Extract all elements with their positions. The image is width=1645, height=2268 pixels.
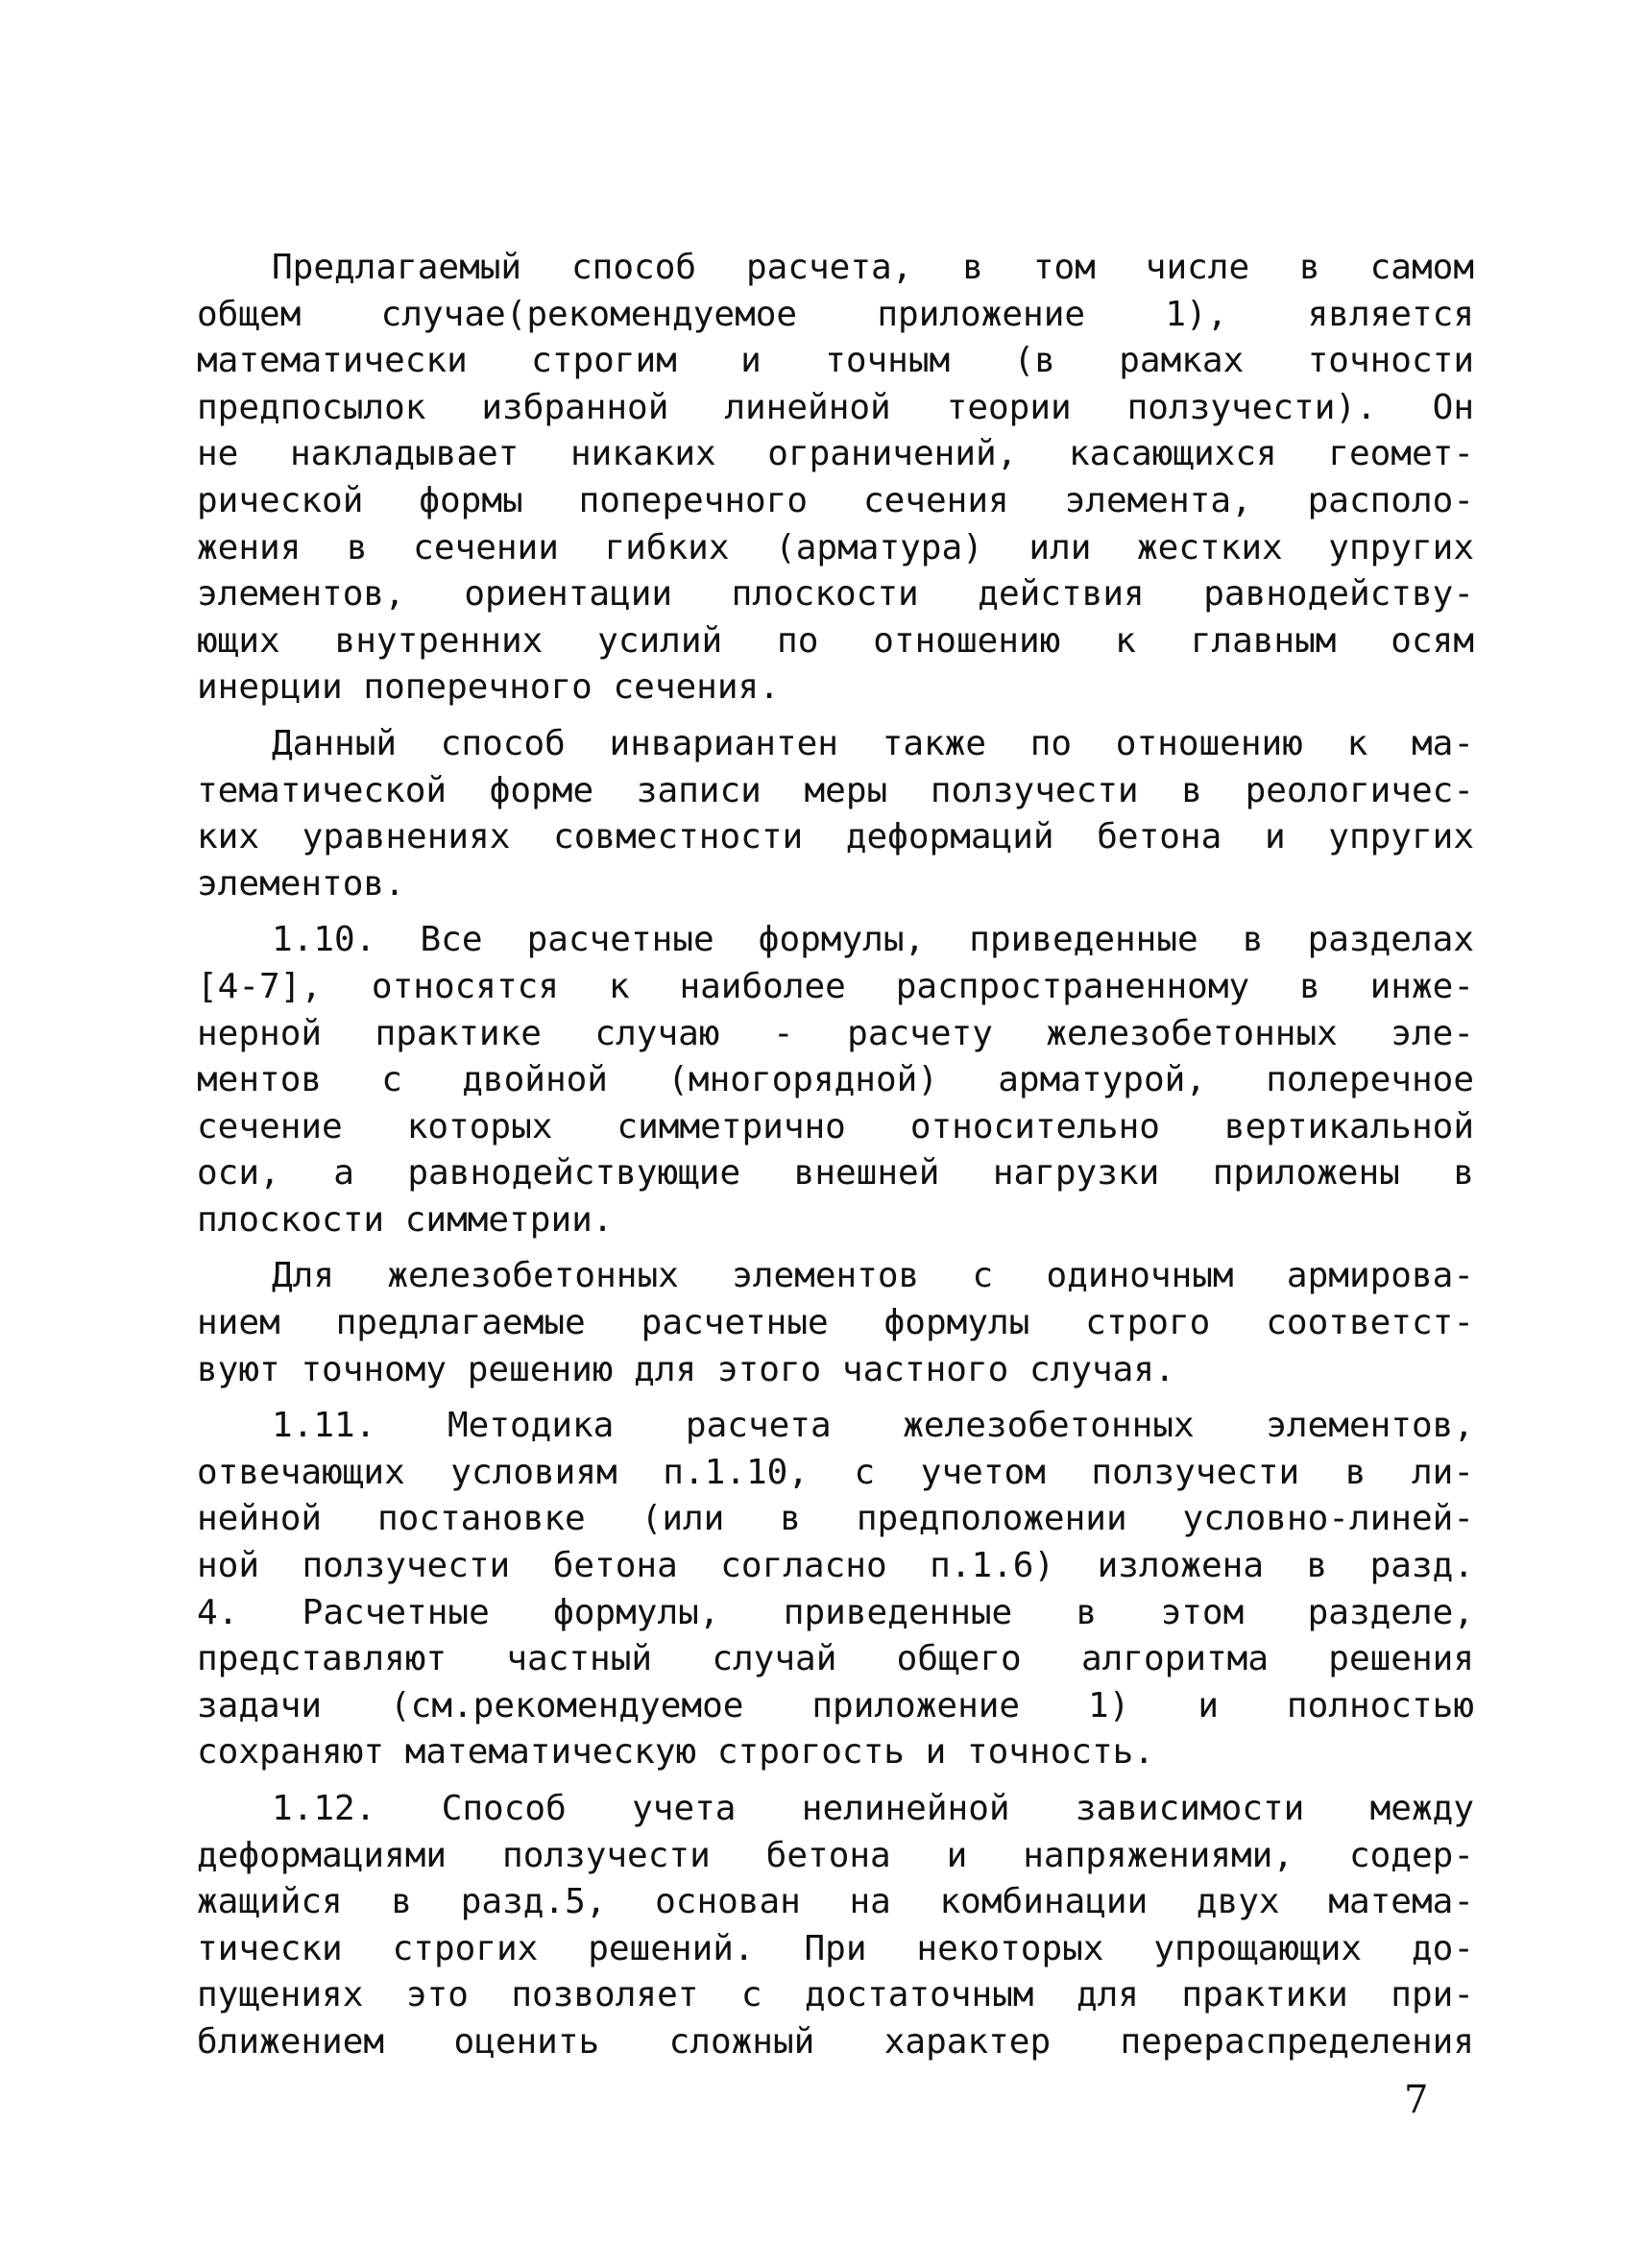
text-line: элементов. (197, 863, 405, 904)
text-line: сохраняют математическую строгость и точность. (197, 1732, 1154, 1773)
text-line: пущениях это позволяет с достаточным для практики при- (197, 1975, 1474, 2015)
text-line: плоскости симметрии. (197, 1199, 614, 1240)
text-line: инерции поперечного сечения. (197, 667, 780, 708)
text-line: математически строгим и точным (в рамках точности (197, 341, 1474, 381)
text-line: 1.11. Методика расчета железобетонных элементов, (272, 1406, 1474, 1446)
text-line: тематической форме записи меры ползучести в реологичес- (197, 770, 1474, 810)
text-line: жащийся в разд.5, основан на комбинации двух матема- (197, 1882, 1474, 1922)
text-line: нием предлагаемые расчетные формулы строго соответст- (197, 1303, 1474, 1343)
paragraph-1 (197, 245, 1474, 712)
text-line: 4. Расчетные формулы, приведенные в этом разделе, (197, 1592, 1474, 1632)
text-line: рической формы поперечного сечения элемента, располо- (197, 480, 1474, 520)
text-line: Для железобетонных элементов с одиночным армирова- (272, 1256, 1474, 1296)
text-line: ких уравнениях совместности деформаций бетона и упругих (197, 817, 1474, 857)
text-line: ной ползучести бетона согласно п.1.6) изложена в разд. (197, 1546, 1474, 1586)
text-line: общем случае(рекомендуемое приложение 1), является (197, 294, 1474, 334)
text-line: ющих внутренних усилий по отношению к главным осям (197, 620, 1474, 661)
text-line: вуют точному решению для этого частного случая. (197, 1349, 1175, 1389)
text-line: деформациями ползучести бетона и напряжениями, содер- (197, 1835, 1474, 1875)
text-line: оси, а равнодействующие внешней нагрузки приложены в (197, 1153, 1474, 1194)
text-line: жения в сечении гибких (арматура) или жестких упругих (197, 527, 1474, 567)
text-line: 1.12. Способ учета нелинейной зависимости между (272, 1789, 1474, 1828)
text-line: нейной постановке (или в предположении условно-линей- (197, 1499, 1474, 1539)
page-number: 7 (1404, 2078, 1429, 2122)
text-line: представляют частный случай общего алгоритма решения (197, 1639, 1474, 1679)
text-line: задачи (см.рекомендуемое приложение 1) и полностью (197, 1685, 1474, 1725)
text-line: не накладывает никаких ограничений, касающихся геомет- (197, 434, 1474, 474)
paragraph-2 (197, 721, 1474, 907)
paragraph-1-12 (197, 1786, 1474, 2066)
text-line: ближением оценить сложный характер перераспределения (197, 2021, 1474, 2062)
text-line: предпосылок избранной линейной теории ползучести). Он (197, 387, 1474, 427)
text-line: [4-7], относятся к наиболее распространенному в инже- (197, 966, 1474, 1006)
text-line: нерной практике случаю - расчету железобетонных эле- (197, 1013, 1474, 1053)
paragraph-4 (197, 1253, 1474, 1393)
paragraph-1-11 (197, 1403, 1474, 1776)
paragraph-1-10 (197, 917, 1474, 1243)
text-line: отвечающих условиям п.1.10, с учетом ползучести в ли- (197, 1452, 1474, 1492)
text-line: элементов, ориентации плоскости действия равнодейству- (197, 574, 1474, 615)
text-line: тически строгих решений. При некоторых упрощающих до- (197, 1928, 1474, 1968)
text-line: 1.10. Все расчетные формулы, приведенные в разделах (272, 920, 1474, 960)
body-text (197, 245, 1474, 2076)
text-line: сечение которых симметрично относительно вертикальной (197, 1106, 1474, 1146)
text-line: Данный способ инвариантен также по отношению к ма- (272, 723, 1474, 763)
text-line: Предлагаемый способ расчета, в том числе в самом (272, 248, 1474, 287)
text-line: ментов с двойной (многорядной) арматурой, полеречное (197, 1060, 1474, 1100)
